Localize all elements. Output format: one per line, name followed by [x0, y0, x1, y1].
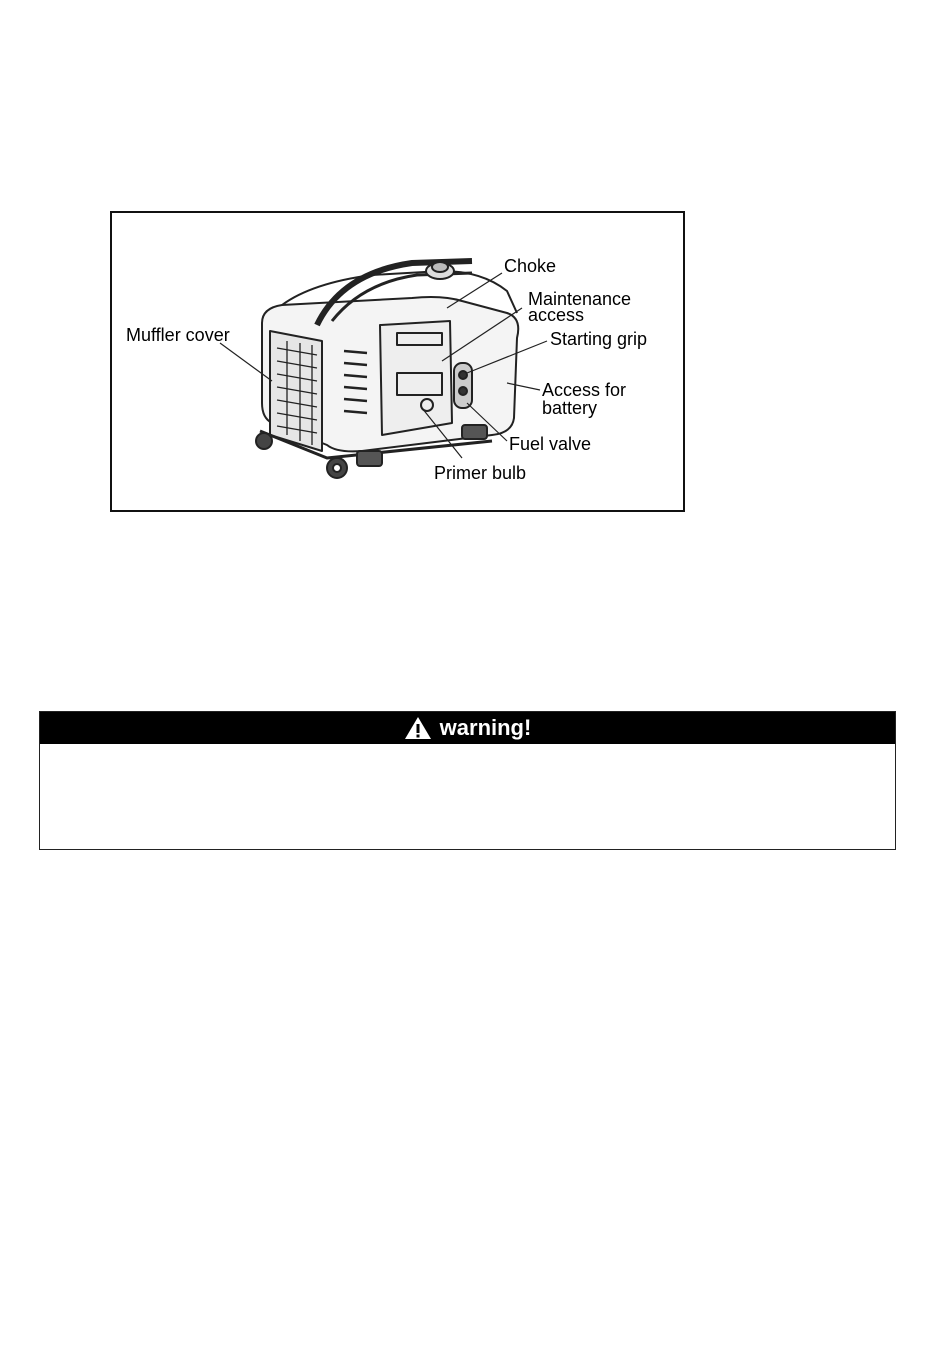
callout-choke: Choke [504, 256, 557, 276]
callout-battery-line2: battery [542, 398, 598, 418]
warning-triangle-icon [404, 716, 432, 740]
callout-muffler-cover: Muffler cover [126, 325, 230, 345]
warning-body [40, 744, 895, 850]
callout-battery-line1: Access for [542, 380, 627, 400]
callout-starting-grip: Starting grip [550, 329, 648, 349]
callout-maintenance-line1: Maintenance [528, 289, 632, 309]
warning-title: warning! [439, 715, 532, 740]
warning-box [39, 711, 896, 850]
callout-fuel-valve: Fuel valve [509, 434, 592, 454]
generator-figure [110, 211, 685, 512]
generator-illustration [112, 213, 687, 514]
warning-header [40, 712, 895, 744]
callout-primer-bulb: Primer bulb [434, 463, 527, 483]
callout-maintenance-line2: access [528, 305, 585, 325]
